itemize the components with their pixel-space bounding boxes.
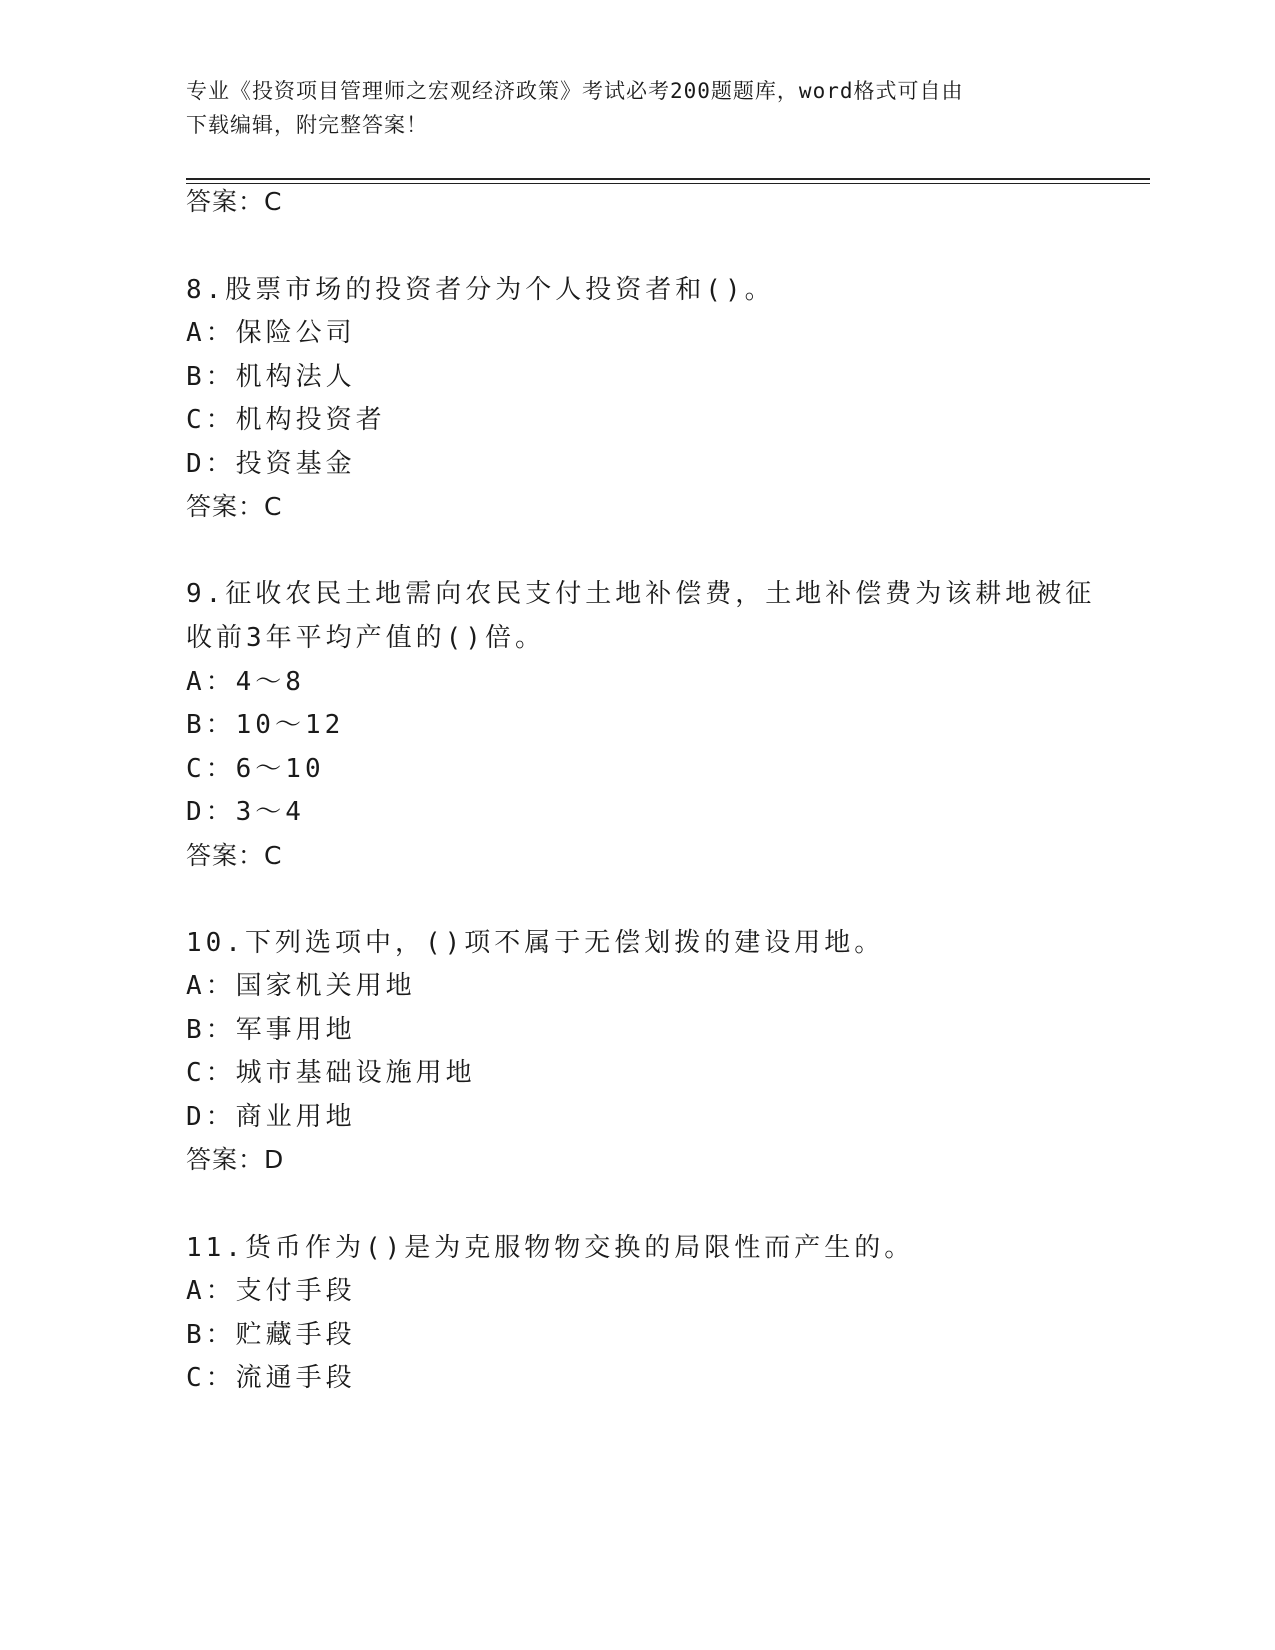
header-line-2: 下载编辑，附完整答案！ xyxy=(186,113,428,137)
option-b: B：10～12 xyxy=(186,710,345,740)
option-c: C：机构投资者 xyxy=(186,405,386,435)
header-line-1: 专业《投资项目管理师之宏观经济政策》考试必考200题题库，word格式可自由 xyxy=(186,79,964,103)
option-a: A：支付手段 xyxy=(186,1276,356,1306)
option-a: A：保险公司 xyxy=(186,318,356,348)
answer-line: 答案：C xyxy=(186,187,283,216)
option-a: A：4～8 xyxy=(186,667,305,697)
option-d: D：3～4 xyxy=(186,797,305,827)
header-divider-thick xyxy=(186,178,1150,180)
document-header xyxy=(186,74,1086,142)
option-a: A：国家机关用地 xyxy=(186,971,416,1001)
option-b: B：机构法人 xyxy=(186,362,356,392)
question-stem: 10.下列选项中，()项不属于无偿划拨的建设用地。 xyxy=(186,928,885,958)
option-c: C：城市基础设施用地 xyxy=(186,1058,476,1088)
option-c: C：6～10 xyxy=(186,754,325,784)
answer-line: 答案：C xyxy=(186,841,283,870)
question-stem: 9.征收农民土地需向农民支付土地补偿费，土地补偿费为该耕地被征 xyxy=(186,579,1096,609)
option-b: B：军事用地 xyxy=(186,1015,356,1045)
option-d: D：商业用地 xyxy=(186,1102,356,1132)
question-stem-continued: 收前3年平均产值的()倍。 xyxy=(186,623,545,653)
header-divider-thin xyxy=(186,183,1150,184)
answer-line: 答案：D xyxy=(186,1145,285,1174)
question-stem: 8.股票市场的投资者分为个人投资者和()。 xyxy=(186,275,775,305)
option-b: B：贮藏手段 xyxy=(186,1320,356,1350)
option-c: C：流通手段 xyxy=(186,1363,356,1393)
answer-line: 答案：C xyxy=(186,492,283,521)
question-stem: 11.货币作为()是为克服物物交换的局限性而产生的。 xyxy=(186,1233,915,1263)
option-d: D：投资基金 xyxy=(186,449,356,479)
